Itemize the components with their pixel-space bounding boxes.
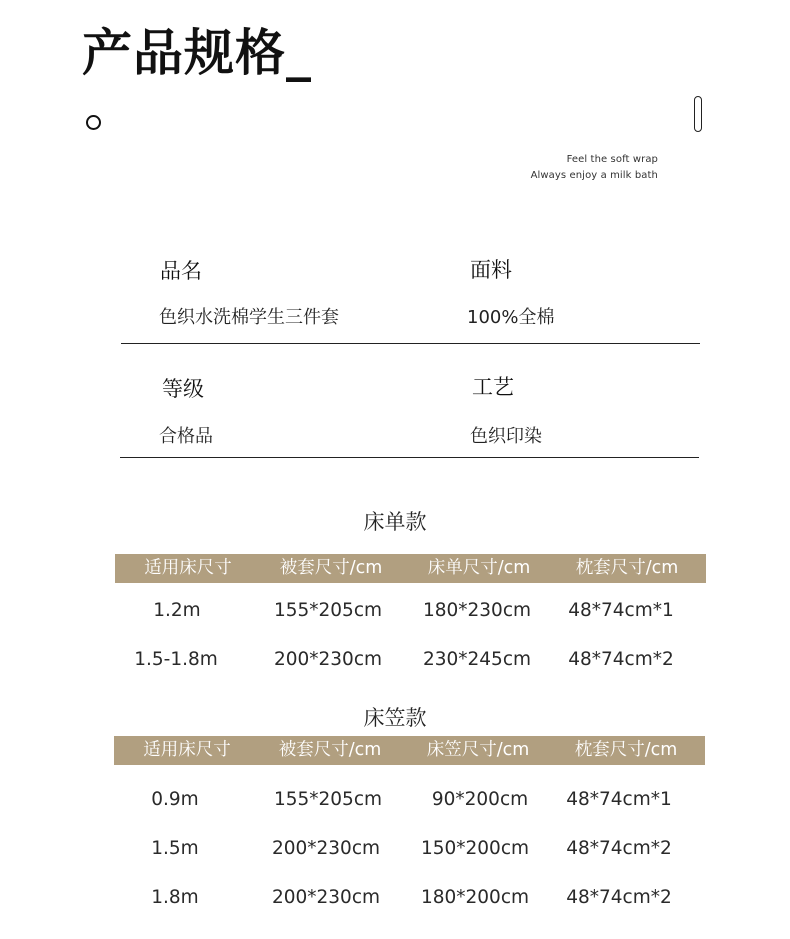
table-row-cell: 1.8m	[151, 887, 199, 908]
spec-label-grade: 等级	[162, 377, 204, 401]
table-row-cell: 1.2m	[153, 600, 201, 621]
spec-divider-2	[120, 457, 699, 458]
table-row-cell: 0.9m	[151, 789, 199, 810]
table-row-cell: 1.5m	[151, 838, 199, 859]
spec-value-name: 色织水洗棉学生三件套	[159, 307, 339, 328]
spec-label-name: 品名	[160, 259, 202, 283]
table-row-cell: 48*74cm*2	[568, 649, 674, 670]
circle-mark-icon	[86, 115, 101, 130]
table-row-cell: 155*205cm	[273, 600, 383, 621]
tagline-line-1: Feel the soft wrap	[566, 154, 658, 165]
tagline-line-2: Always enjoy a milk bath	[530, 170, 658, 181]
flat-sheet-header	[115, 554, 706, 583]
table-row-cell: 48*74cm*2	[566, 887, 672, 908]
spec-divider-1	[121, 343, 700, 344]
scroll-indicator-icon	[694, 96, 702, 132]
table-row-cell: 1.5-1.8m	[134, 649, 218, 670]
spec-value-craft: 色织印染	[470, 426, 542, 447]
flat-header-pillowcase-size: 枕套尺寸/cm	[575, 558, 679, 578]
fitted-header-bed-size: 适用床尺寸	[143, 740, 231, 760]
table-row-cell: 180*230cm	[422, 600, 532, 621]
table-row-cell: 180*200cm	[420, 887, 530, 908]
fitted-sheet-header	[114, 736, 705, 765]
page-title: 产品规格_	[82, 24, 312, 82]
flat-header-sheet-size: 床单尺寸/cm	[427, 558, 531, 578]
fitted-header-pillowcase-size: 枕套尺寸/cm	[574, 740, 678, 760]
table-row-cell: 48*74cm*2	[566, 838, 672, 859]
table-row-cell: 155*205cm	[273, 789, 383, 810]
spec-value-fabric: 100%全棉	[467, 307, 555, 328]
table-row-cell: 200*230cm	[273, 649, 383, 670]
fitted-header-duvet-size: 被套尺寸/cm	[278, 740, 382, 760]
flat-sheet-title: 床单款	[363, 510, 427, 534]
table-row-cell: 200*230cm	[271, 838, 381, 859]
spec-value-grade: 合格品	[159, 426, 213, 447]
table-row-cell: 90*200cm	[431, 789, 529, 810]
table-row-cell: 230*245cm	[422, 649, 532, 670]
spec-label-fabric: 面料	[470, 258, 512, 282]
table-row-cell: 48*74cm*1	[566, 789, 672, 810]
spec-label-craft: 工艺	[472, 375, 514, 399]
flat-header-bed-size: 适用床尺寸	[144, 558, 232, 578]
fitted-sheet-title: 床笠款	[363, 706, 427, 730]
table-row-cell: 150*200cm	[420, 838, 530, 859]
table-row-cell: 200*230cm	[271, 887, 381, 908]
flat-header-duvet-size: 被套尺寸/cm	[279, 558, 383, 578]
table-row-cell: 48*74cm*1	[568, 600, 674, 621]
fitted-header-fitted-size: 床笠尺寸/cm	[426, 740, 530, 760]
